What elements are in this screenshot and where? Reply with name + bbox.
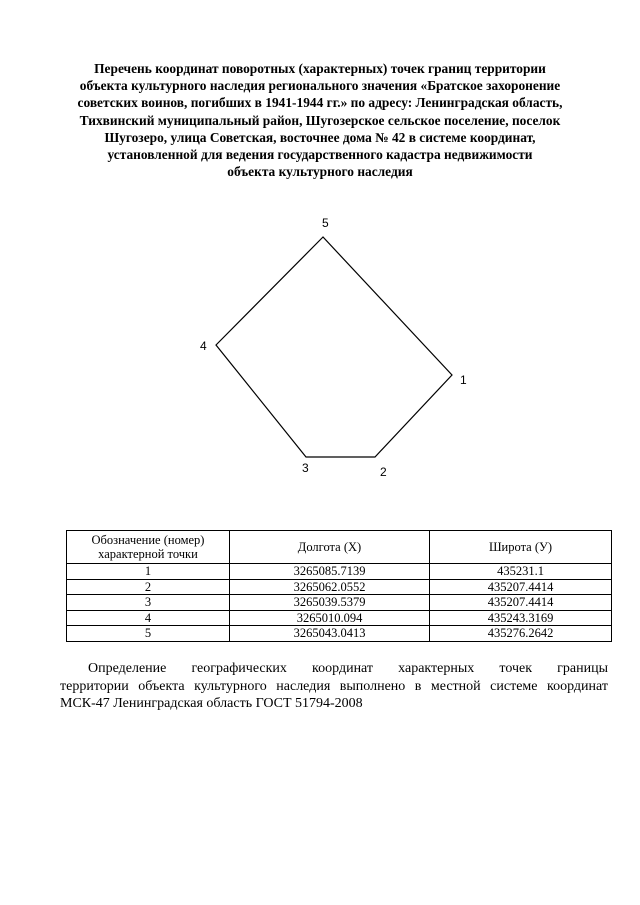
table-header-row [67,531,612,564]
cell-longitude: 3265039.5379 [230,595,430,611]
header-latitude: Широта (У) [430,531,612,564]
cell-latitude: 435231.1 [430,564,612,580]
cell-point-number: 3 [67,595,230,611]
note-line: Определение географических координат характерных точек границы [88,661,608,676]
document-title [60,60,580,180]
cell-latitude: 435276.2642 [430,626,612,642]
cell-point-number: 5 [67,626,230,642]
boundary-plan [0,205,640,495]
point-label-2: 2 [380,465,387,479]
coordinates-table [66,530,612,642]
point-label-3: 3 [302,461,309,475]
title-line: объекта культурного наследия [227,164,413,180]
table-row [67,610,612,626]
cell-longitude: 3265043.0413 [230,626,430,642]
point-label-1: 1 [460,373,467,387]
title-line: советских воинов, погибших в 1941-1944 гг.» по адресу: Ленинградская область, [77,95,563,111]
table-row [67,626,612,642]
cell-point-number: 1 [67,564,230,580]
table-row [67,595,612,611]
point-label-4: 4 [200,339,207,353]
title-line: Тихвинский муниципальный район, Шугозерское сельское поселение, поселок [79,112,561,128]
cell-latitude: 435207.4414 [430,579,612,595]
cell-longitude: 3265085.7139 [230,564,430,580]
cell-point-number: 4 [67,610,230,626]
header-point-number: Обозначение (номер) характерной точки [67,531,230,564]
header-longitude: Долгота (X) [230,531,430,564]
boundary-polygon [216,237,452,457]
title-line: установленной для ведения государственного кадастра недвижимости [107,147,533,163]
title-line: объекта культурного наследия регионального значения «Братское захоронение [79,78,561,94]
cell-longitude: 3265010.094 [230,610,430,626]
table-row [67,564,612,580]
cell-latitude: 435207.4414 [430,595,612,611]
title-line: Перечень координат поворотных (характерных) точек границ территории [94,61,546,76]
table-row [67,579,612,595]
note-line: территории объекта культурного наследия выполнено в местной системе координат [60,678,608,694]
title-line: Шугозеро, улица Советская, восточнее дома № 42 в системе координат, [104,129,536,145]
point-label-5: 5 [322,216,329,230]
note-line: МСК-47 Ленинградская область ГОСТ 51794-2008 [60,696,363,711]
coordinate-system-note [60,660,608,713]
cell-latitude: 435243.3169 [430,610,612,626]
cell-longitude: 3265062.0552 [230,579,430,595]
cell-point-number: 2 [67,579,230,595]
